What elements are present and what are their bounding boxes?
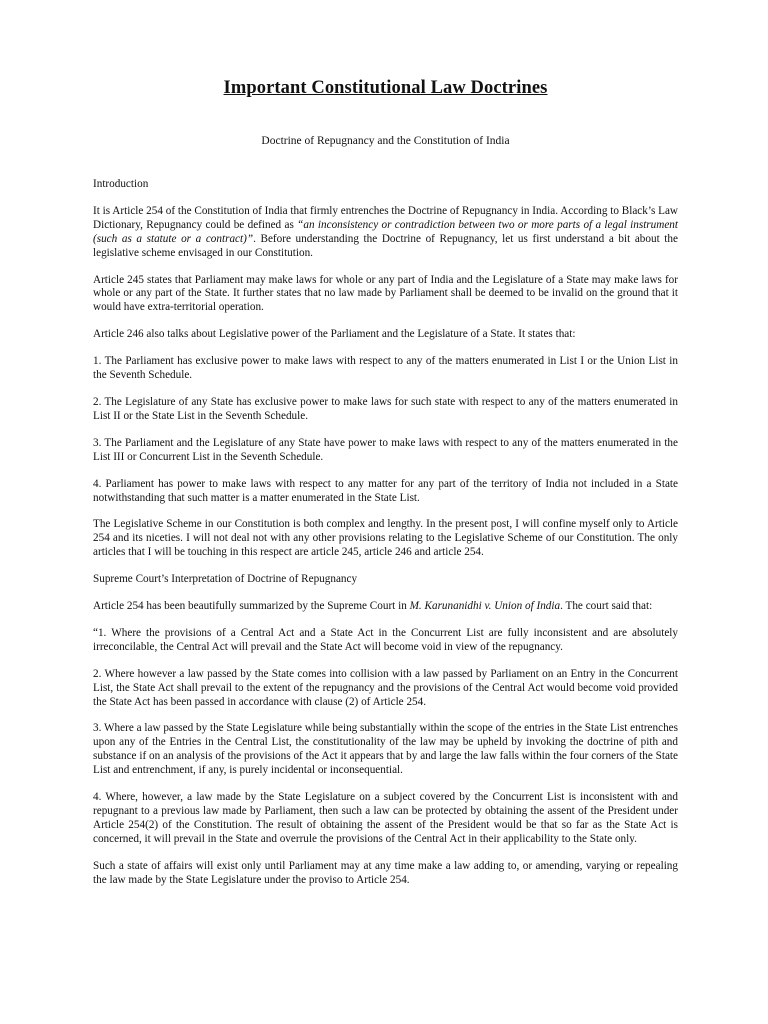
list-item-2: 2. The Legislature of any State has exclusive power to make laws for such state with respect to any of the matters enumerated in List II or the State List in the Seventh Schedule. (93, 395, 678, 422)
list-item-4: 4. Parliament has power to make laws with respect to any matter for any part of the territory of India not included in a State notwithstanding that such matter is a matter enumerated in the State List. (93, 477, 678, 504)
paragraph-text: . Before understanding the Doctrine of Repugnancy, let us first understand a bit about the legislative scheme envisaged in our Constitution. (93, 232, 678, 259)
list-item-3: 3. The Parliament and the Legislature of any State have power to make laws with respect to any of the matters enumerated in the List III or Concurrent List in the Seventh Schedule. (93, 436, 678, 463)
document-title: Important Constitutional Law Doctrines (223, 78, 548, 98)
quote-point-1: “1. Where the provisions of a Central Act and a State Act in the Concurrent List are fully inconsistent and are absolutely irreconcilable, the Central Act will prevail and the State Act will become void in view of the repugnancy. (93, 626, 678, 653)
case-name: M. Karunanidhi v. Union of India (409, 600, 561, 613)
paragraph-karunanidhi (93, 600, 678, 614)
paragraph-article-245: Article 245 states that Parliament may make laws for whole or any part of India and the Legislature of a State may make laws for whole or any part of the State. It further states that no law made by Parliament shall be deemed to be invalid on the ground that it would have extra-territorial operation. (93, 273, 678, 314)
section-heading-introduction: Introduction (93, 178, 149, 190)
document-subtitle: Doctrine of Repugnancy and the Constitution of India (261, 135, 510, 147)
paragraph-text: It is Article 254 of the Constitution of India that firmly entrenches the Doctrine of Repugnancy in India. According to Black’s Law Dictionary, Repugnancy could be defined as (93, 204, 678, 231)
list-item-1: 1. The Parliament has exclusive power to make laws with respect to any of the matters enumerated in List I or the Union List in the Seventh Schedule. (93, 355, 678, 382)
quote-point-4: 4. Where, however, a law made by the State Legislature on a subject covered by the Concurrent List is inconsistent with and repugnant to a previous law made by Parliament, then such a law can be protected by obtaining the assent of the President under Article 254(2) of the Constitution. The result of obtaining the assent of the President would be that so far as the State Act is concerned, it will prevail in the State and overrule the provisions of the Central Act in their applicability to the State only. (93, 791, 678, 845)
paragraph-text: . The court said that: (560, 600, 653, 613)
definition-quote: “an inconsistency or contradiction between two or more parts of a legal instrument (such as a statute or a contract)” (93, 218, 678, 245)
paragraph-text: Article 254 has been beautifully summarized by the Supreme Court in (93, 600, 410, 613)
paragraph-article-254-intro (93, 205, 678, 261)
quote-point-2: 2. Where however a law passed by the State comes into collision with a law passed by Parliament on an Entry in the Concurrent List, the State Act shall prevail to the extent of the repugnancy and the provisions of the Central Act would become void provided the State Act has been passed in accordance with clause (2) of Article 254. (93, 667, 678, 708)
paragraph-state-of-affairs: Such a state of affairs will exist only until Parliament may at any time make a law adding to, or amending, varying or repealing the law made by the State Legislature under the proviso to Article 254. (93, 859, 678, 886)
paragraph-article-246: Article 246 also talks about Legislative power of the Parliament and the Legislature of a State. It states that: (93, 328, 576, 341)
section-heading-supreme-court: Supreme Court’s Interpretation of Doctrine of Repugnancy (93, 573, 358, 586)
quote-point-3: 3. Where a law passed by the State Legislature while being substantially within the scope of the entries in the State List entrenches upon any of the Entries in the Central List, the constitutionality of the law may be upheld by invoking the doctrine of pith and substance if on an analysis of the provisions of the Act it appears that by and large the law falls within the four corners of the State List and entrenchment, if any, is purely incidental or inconsequential. (93, 722, 678, 777)
paragraph-legislative-scheme: The Legislative Scheme in our Constitution is both complex and lengthy. In the present post, I will confine myself only to Article 254 and its niceties. I will not deal not with any other provisions relating to the Legislative Scheme of our Constitution. The only articles that I will be touching in this respect are article 245, article 246 and article 254. (93, 518, 678, 559)
